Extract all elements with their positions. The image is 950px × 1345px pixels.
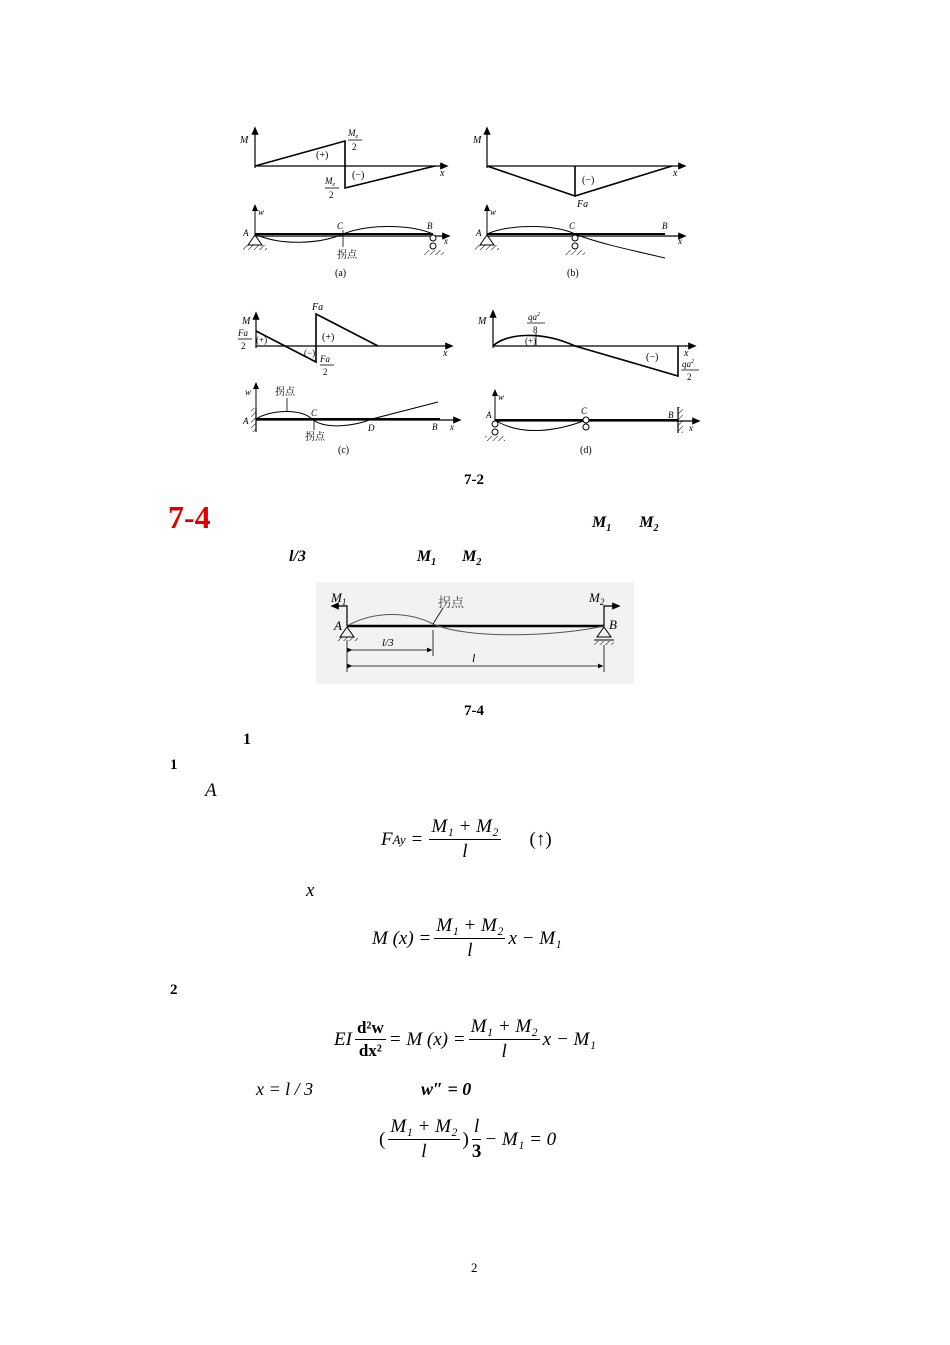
svg-text:2: 2 — [687, 372, 692, 382]
svg-text:w: w — [498, 392, 505, 402]
svg-text:B: B — [668, 410, 674, 420]
svg-text:(+): (+) — [256, 335, 268, 345]
svg-text:x: x — [444, 236, 448, 246]
svg-text:w: w — [490, 207, 497, 217]
svg-text:(+): (+) — [322, 332, 335, 343]
svg-text:M2: $M_2$ — [589, 590, 605, 607]
svg-text:B: B — [662, 221, 668, 231]
page-number: 2 — [471, 1260, 478, 1275]
svg-text:(−): (−) — [352, 170, 365, 181]
svg-text:w: w — [258, 207, 265, 217]
svg-text:拐点: 拐点 — [305, 432, 325, 443]
svg-text:Fa: Fa — [312, 302, 324, 313]
problem-text-line1: $M_1$ $M_2$ — [592, 514, 659, 535]
svg-text:Fa: Fa — [320, 354, 330, 364]
svg-text:C: C — [311, 408, 318, 418]
svg-text:(−): (−) — [304, 348, 316, 358]
svg-text:拐点: 拐点 — [438, 595, 465, 610]
svg-text:x: x — [684, 348, 689, 359]
svg-text:A: A — [243, 228, 249, 238]
problem-number: 7-4 — [168, 499, 211, 535]
svg-text:A: A — [486, 410, 492, 420]
equation-differential: EI $\frac{\text{d²w}}{\text{dx²}}$ = M (x) = $\frac{\text{M₁ + M₂}}{l}$ x − M₁ — [334, 1016, 596, 1062]
svg-text:x: x — [678, 236, 682, 246]
svg-text:M: M — [473, 135, 482, 146]
svg-text:(−): (−) — [582, 175, 595, 186]
svg-text:(b): (b) — [567, 268, 579, 279]
svg-text:2: 2 — [241, 341, 246, 351]
svg-text:M: M — [242, 316, 251, 327]
svg-text:x: x — [673, 168, 678, 179]
svg-text:l/3: l/3 — [382, 637, 394, 649]
svg-text:拐点: 拐点 — [275, 387, 295, 398]
svg-text:2: 2 — [323, 367, 328, 377]
point-a-label: A — [205, 780, 217, 801]
svg-text:8: 8 — [533, 325, 538, 335]
problem-text-line2: l/3 $M_1$ $M_2$ — [289, 548, 482, 569]
svg-text:(c): (c) — [338, 445, 350, 456]
variable-x: x — [306, 880, 315, 901]
svg-text:(a): (a) — [335, 268, 347, 279]
svg-text:l: l — [472, 651, 476, 665]
svg-text:qa2: $qa^2$ — [682, 359, 694, 369]
svg-text:B: B — [432, 422, 438, 432]
svg-text:Me: $M_e$ — [325, 176, 336, 188]
svg-text:Me: $M_e$ — [348, 128, 359, 140]
equation-inflection: ( $\frac{\text{M₁ + M₂}}{l}$ ) $\frac{l}{3}$ − M₁ = 0 — [379, 1116, 557, 1162]
svg-text:Fa: Fa — [577, 199, 589, 210]
svg-text:C: C — [569, 221, 576, 231]
svg-text:2: 2 — [329, 190, 334, 200]
svg-text:B: B — [609, 617, 617, 632]
condition-w: w″ = 0 — [421, 1079, 472, 1099]
step-1-number: 1 — [170, 757, 178, 773]
svg-text:(−): (−) — [646, 352, 659, 363]
svg-text:A: A — [476, 228, 482, 238]
figure-7-2-label: 7-2 — [464, 472, 484, 488]
condition-x: x = l / 3 — [256, 1079, 314, 1099]
svg-text:(+): (+) — [316, 150, 329, 161]
svg-text:qa2: $qa^2$ — [528, 312, 540, 322]
svg-text:(d): (d) — [580, 445, 592, 456]
svg-text:M1: $M_1$ — [331, 590, 347, 607]
svg-text:M: M — [240, 135, 249, 146]
svg-text:x: x — [450, 422, 454, 432]
svg-text:2: 2 — [352, 142, 357, 152]
svg-text:(+): (+) — [525, 336, 537, 346]
svg-text:x: x — [440, 168, 445, 179]
svg-text:M: M — [478, 316, 487, 327]
step-2-number: 2 — [170, 982, 178, 998]
svg-text:Fa: Fa — [238, 328, 248, 338]
solution-intro-number: 1 — [243, 731, 251, 748]
figure-7-4-label: 7-4 — [464, 703, 484, 719]
svg-text:D: D — [368, 423, 375, 433]
equation-moment: M (x) = $\frac{\text{M₁ + M₂}}{l}$ x − M₁ — [372, 915, 562, 961]
svg-text:w: w — [245, 387, 252, 397]
svg-text:A: A — [243, 416, 249, 426]
svg-text:C: C — [337, 221, 344, 231]
svg-text:A: A — [334, 618, 342, 633]
svg-text:拐点: 拐点 — [337, 250, 357, 261]
svg-text:B: B — [427, 221, 433, 231]
equation-reaction: F Ay = $\frac{\text{M₁ + M₂}}{l}$ (↑) — [381, 816, 552, 862]
svg-text:x: x — [689, 423, 693, 433]
svg-text:C: C — [581, 406, 588, 416]
svg-text:x: x — [443, 348, 448, 359]
